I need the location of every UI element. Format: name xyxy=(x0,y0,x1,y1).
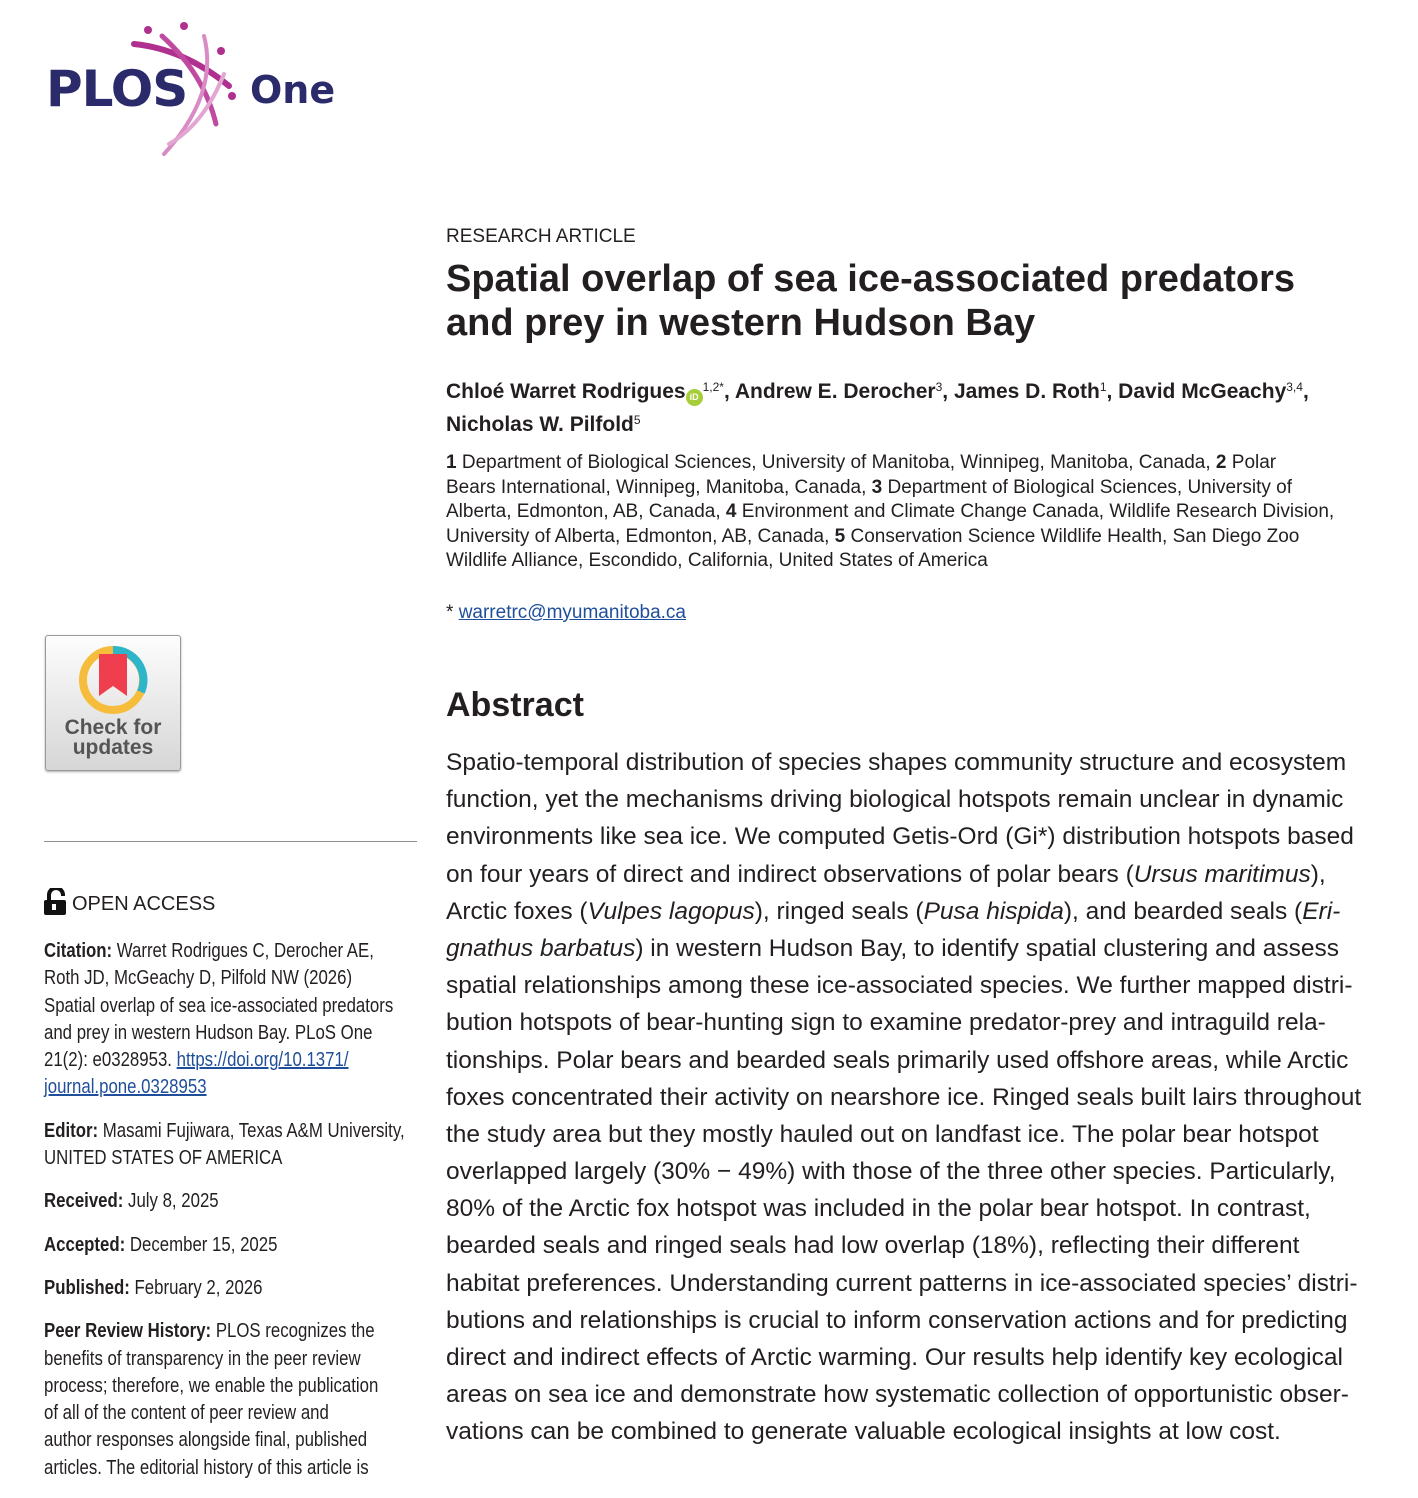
author[interactable]: Chloé Warret Rodrigues $iD^{1,2*}$ xyxy=(446,380,724,403)
bold-text: Editor: xyxy=(44,1119,99,1142)
text: 21(2): e0328953. xyxy=(44,1049,177,1072)
divider xyxy=(44,841,417,842)
text: Environment and Climate Change Canada, Wildlife Research Division, xyxy=(736,501,1335,523)
text-line xyxy=(446,500,1334,525)
text-line xyxy=(44,1400,397,1427)
bold-text: 5 xyxy=(834,525,846,547)
text: author responses alongside final, published xyxy=(44,1429,368,1452)
text: ) in western Hudson Bay, to identify spatial clustering and assess xyxy=(635,934,1339,962)
text-line xyxy=(446,1079,1361,1116)
text: the study area but they mostly hauled out on landfast ice. The polar bear hotspot xyxy=(446,1120,1319,1148)
author[interactable]: Nicholas W. Pilfold$^5$ xyxy=(446,413,641,436)
text-line xyxy=(446,967,1361,1004)
text: February 2, 2026 xyxy=(129,1276,263,1299)
text-line xyxy=(44,1188,397,1215)
text-line xyxy=(446,1004,1361,1041)
text: Polar xyxy=(1226,452,1277,473)
doi-link[interactable]: https://doi.org/10.1371/ xyxy=(176,1049,349,1072)
author[interactable]: Andrew E. Derocher$^3$ xyxy=(734,380,943,403)
bold-text: 3 xyxy=(871,476,883,498)
open-lock-icon xyxy=(44,888,68,916)
text: overlapped largely (30% − 49%) with those of the three other species. Particularly, xyxy=(446,1158,1336,1186)
info-block xyxy=(44,1118,464,1173)
text-line xyxy=(44,1346,397,1373)
text: spatial relationships among these ice-associated species. We further mapped distri- xyxy=(446,972,1353,1000)
text: articles. The editorial history of this article is xyxy=(44,1456,369,1479)
text-line xyxy=(446,476,1334,501)
text-line xyxy=(44,1118,405,1145)
author[interactable]: James D. Roth$^1$ xyxy=(953,380,1107,403)
text-line xyxy=(446,1302,1361,1339)
text: Arctic foxes ( xyxy=(446,897,588,925)
info-block xyxy=(44,1275,464,1302)
text-line xyxy=(44,1275,397,1302)
text: Alberta, Edmonton, AB, Canada, xyxy=(446,501,726,523)
text-line xyxy=(446,893,1361,930)
italic-text: Eri- xyxy=(1302,897,1341,925)
corresponding-author: * warretrc@myumanitoba.ca xyxy=(446,602,686,623)
info-block xyxy=(44,1232,464,1259)
info-block xyxy=(44,1188,464,1215)
text-line xyxy=(44,1455,397,1482)
bold-text: Citation: xyxy=(44,940,113,962)
text-line xyxy=(44,938,397,965)
text: direct and indirect effects of Arctic warming. Our results help identify key ecological xyxy=(446,1344,1343,1371)
text: PLOS recognizes the xyxy=(211,1320,375,1343)
text-line xyxy=(446,1265,1361,1302)
check-for-updates-badge[interactable]: Check for updates xyxy=(45,635,181,771)
text-line xyxy=(44,1427,397,1454)
text: foxes concentrated their activity on nearshore ice. Ringed seals built lairs throughout xyxy=(446,1083,1362,1111)
text-line xyxy=(44,1145,397,1172)
text: Spatial overlap of sea ice-associated predators xyxy=(44,994,394,1017)
bookmark-ring-icon xyxy=(46,640,180,720)
abstract-body xyxy=(446,744,1361,1451)
text: July 8, 2025 xyxy=(123,1190,219,1213)
bold-text: Received: xyxy=(44,1190,124,1213)
bold-text: 4 xyxy=(725,501,737,523)
bold-text: 2 xyxy=(1215,452,1227,473)
text-line xyxy=(446,1153,1361,1190)
text: on four years of direct and indirect observations of polar bears ( xyxy=(446,860,1134,888)
text: Wildlife Alliance, Escondido, California, United States of America xyxy=(446,550,988,572)
text: Department of Biological Sciences, University of xyxy=(882,476,1292,498)
text: and prey in western Hudson Bay. PLoS One xyxy=(44,1021,373,1044)
orcid-icon[interactable]: iD xyxy=(686,389,703,406)
article-type: RESEARCH ARTICLE xyxy=(446,226,636,247)
bold-text: Published: xyxy=(44,1276,130,1299)
article-info-sidebar xyxy=(44,938,464,1498)
text: Department of Biological Sciences, University of Manitoba, Winnipeg, Manitoba, Canada, xyxy=(456,452,1216,473)
author-list: Chloé Warret Rodrigues $iD^{1,2*}$, Andrew E. Derocher$^3$, James D. Roth$^1$, David McGeachy$^{3,4}$, Nicholas W. Pilfold$^5$ xyxy=(446,380,1309,436)
text-line xyxy=(446,1227,1361,1264)
text-line xyxy=(446,1413,1361,1450)
text-line xyxy=(44,1074,397,1101)
text: December 15, 2025 xyxy=(125,1233,278,1256)
plos-one-logo: PLOS One xyxy=(44,14,344,164)
bold-text: Accepted: xyxy=(44,1233,126,1256)
text-line xyxy=(44,1373,397,1400)
text: benefits of transparency in the peer review xyxy=(44,1347,361,1370)
text: process; therefore, we enable the publication xyxy=(44,1374,379,1397)
text: Roth JD, McGeachy D, Pilfold NW (2026) xyxy=(44,967,353,990)
text-line xyxy=(44,1232,397,1259)
italic-text: Vulpes lagopus xyxy=(587,897,755,925)
text: UNITED STATES OF AMERICA xyxy=(44,1147,283,1170)
text: environments like sea ice. We computed Getis-Ord (Gi*) distribution hotspots based xyxy=(446,823,1354,851)
italic-text: Pusa hispida xyxy=(923,897,1064,925)
info-block xyxy=(44,1318,464,1482)
text-line xyxy=(446,549,1334,574)
text: butions and relationships is crucial to inform conservation actions and for predicting xyxy=(446,1306,1348,1334)
text: ), ringed seals ( xyxy=(754,897,924,925)
text: ), xyxy=(1310,860,1326,888)
text: Spatio-temporal distribution of species shapes community structure and ecosystem xyxy=(446,749,1347,776)
text: function, yet the mechanisms driving biological hotspots remain unclear in dynamic xyxy=(446,786,1344,814)
text-line xyxy=(446,1042,1361,1079)
text: of all of the content of peer review and xyxy=(44,1402,329,1425)
text-line xyxy=(44,1318,397,1345)
author[interactable]: David McGeachy$^{3,4}$ xyxy=(1118,380,1303,403)
italic-text: gnathus barbatus xyxy=(446,934,636,962)
text-line xyxy=(446,451,1334,476)
text: Conservation Science Wildlife Health, San Diego Zoo xyxy=(845,525,1300,547)
abstract-heading: Abstract xyxy=(446,686,584,724)
email-link[interactable]: warretrc@myumanitoba.ca xyxy=(458,602,686,623)
bold-text: 1 xyxy=(446,452,457,473)
text-line xyxy=(446,856,1361,893)
text: vations can be combined to generate valuable ecological insights at low cost. xyxy=(446,1418,1281,1446)
text-line xyxy=(446,1116,1361,1153)
text: 80% of the Arctic fox hotspot was included in the polar bear hotspot. In contrast, xyxy=(446,1195,1311,1223)
text-line xyxy=(446,781,1361,818)
article-title: Spatial overlap of sea ice-associated predators and prey in western Hudson Bay xyxy=(446,258,1296,344)
text: Warret Rodrigues C, Derocher AE, xyxy=(112,940,374,962)
text-line xyxy=(44,993,397,1020)
text-line xyxy=(44,1047,397,1074)
text-line xyxy=(44,965,397,992)
italic-text: Ursus maritimus xyxy=(1133,860,1311,888)
text: tionships. Polar bears and bearded seals primarily used offshore areas, while Arctic xyxy=(446,1046,1349,1074)
text-line xyxy=(446,744,1361,781)
text-line xyxy=(446,1376,1361,1413)
text: habitat preferences. Understanding current patterns in ice-associated species’ distri- xyxy=(446,1269,1358,1297)
text-line xyxy=(44,1020,397,1047)
text: bution hotspots of bear-hunting sign to examine predator-prey and intraguild rela- xyxy=(446,1009,1326,1037)
text-line xyxy=(446,1190,1361,1227)
doi-link[interactable]: journal.pone.0328953 xyxy=(44,1076,207,1099)
text: bearded seals and ringed seals had low overlap (18%), reflecting their different xyxy=(446,1232,1300,1260)
bold-text: Peer Review History: xyxy=(44,1320,212,1343)
text-line xyxy=(446,1339,1361,1376)
open-access-label: OPEN ACCESS xyxy=(44,888,215,916)
text: Bears International, Winnipeg, Manitoba, Canada, xyxy=(446,476,872,498)
affiliations xyxy=(446,451,1334,574)
text: Masami Fujiwara, Texas A&M University, xyxy=(98,1119,405,1142)
info-block xyxy=(44,938,464,1102)
text: University of Alberta, Edmonton, AB, Canada, xyxy=(446,525,835,547)
text: areas on sea ice and demonstrate how systematic collection of opportunistic obser- xyxy=(446,1381,1349,1409)
text: ), and bearded seals ( xyxy=(1063,897,1303,925)
text-line xyxy=(446,818,1361,855)
text-line xyxy=(446,525,1334,550)
text-line xyxy=(446,930,1361,967)
